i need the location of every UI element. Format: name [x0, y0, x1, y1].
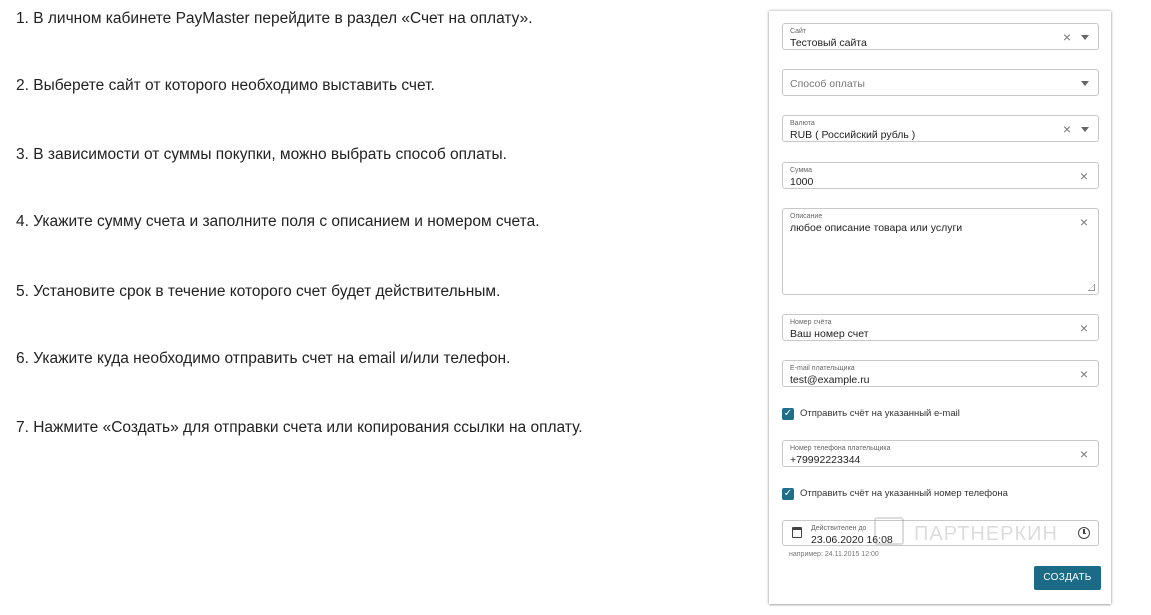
instruction-step-7: 7. Нажмите «Создать» для отправки счета или копирования ссылки на оплату. [16, 419, 583, 436]
close-icon[interactable]: × [1079, 168, 1089, 184]
chevron-down-icon[interactable] [1081, 81, 1089, 86]
instruction-step-6: 6. Укажите куда необходимо отправить счет на email и/или телефон. [16, 350, 511, 367]
instruction-step-5: 5. Установите срок в течение которого счет будет действительным. [16, 283, 501, 300]
valid-until-label: Действителен до [811, 525, 867, 532]
close-icon[interactable]: × [1079, 214, 1089, 230]
payer-email-value: test@example.ru [790, 374, 870, 386]
description-textarea[interactable] [782, 208, 1099, 295]
valid-until-hint: например: 24.11.2015 12:00 [789, 551, 879, 558]
close-icon[interactable]: × [1079, 446, 1089, 462]
chevron-down-icon[interactable] [1081, 127, 1089, 132]
currency-label: Валюта [790, 120, 815, 127]
send-phone-checkbox-row[interactable] [782, 488, 1082, 502]
chevron-down-icon[interactable] [1081, 35, 1089, 40]
create-button[interactable]: СОЗДАТЬ [1034, 566, 1101, 590]
clock-icon[interactable] [1078, 527, 1090, 539]
invoice-number-field[interactable] [782, 314, 1099, 341]
send-phone-checkbox-label: Отправить счёт на указанный номер телефона [800, 488, 1008, 499]
payer-email-label: E-mail плательщика [790, 365, 855, 372]
description-value: любое описание товара или услуги [790, 222, 963, 234]
invoice-form-panel [769, 11, 1111, 604]
instruction-step-1: 1. В личном кабинете PayMaster перейдите в раздел «Счет на оплату». [16, 10, 533, 27]
amount-label: Сумма [790, 167, 812, 174]
currency-select[interactable] [782, 115, 1099, 142]
valid-until-field[interactable] [782, 520, 1099, 546]
invoice-number-value: Ваш номер счет [790, 328, 869, 340]
send-email-checkbox-label: Отправить счёт на указанный e-mail [800, 408, 960, 419]
payer-phone-value: +79992223344 [790, 454, 861, 466]
payment-method-select[interactable] [782, 69, 1099, 96]
site-select[interactable] [782, 23, 1099, 50]
payment-method-placeholder: Способ оплаты [790, 78, 865, 90]
instruction-step-4: 4. Укажите сумму счета и заполните поля с описанием и номером счета. [16, 213, 540, 230]
amount-field[interactable] [782, 162, 1099, 189]
site-value: Тестовый сайта [790, 37, 867, 49]
calendar-icon[interactable] [792, 527, 802, 538]
close-icon[interactable]: × [1062, 29, 1072, 45]
currency-value: RUB ( Российский рубль ) [790, 129, 916, 141]
checkmark-icon[interactable]: ✓ [783, 488, 793, 499]
invoice-number-label: Номер счёта [790, 319, 832, 326]
checkmark-icon[interactable]: ✓ [783, 408, 793, 419]
valid-until-value: 23.06.2020 16:08 [811, 534, 893, 546]
payer-phone-field[interactable] [782, 440, 1099, 467]
close-icon[interactable]: × [1062, 121, 1072, 137]
resize-handle-icon[interactable] [1088, 284, 1095, 291]
close-icon[interactable]: × [1079, 320, 1089, 336]
watermark-text: ПАРТНЕРКИН [914, 523, 1058, 545]
instruction-step-2: 2. Выберете сайт от которого необходимо выставить счет. [16, 77, 435, 94]
payer-phone-label: Номер телефона плательщика [790, 445, 891, 452]
amount-value: 1000 [790, 176, 814, 188]
send-email-checkbox-row[interactable] [782, 408, 1082, 422]
site-label: Сайт [790, 28, 807, 35]
payer-email-field[interactable] [782, 360, 1099, 387]
instruction-step-3: 3. В зависимости от суммы покупки, можно выбрать способ оплаты. [16, 146, 507, 163]
description-label: Описание [790, 213, 823, 220]
close-icon[interactable]: × [1079, 366, 1089, 382]
